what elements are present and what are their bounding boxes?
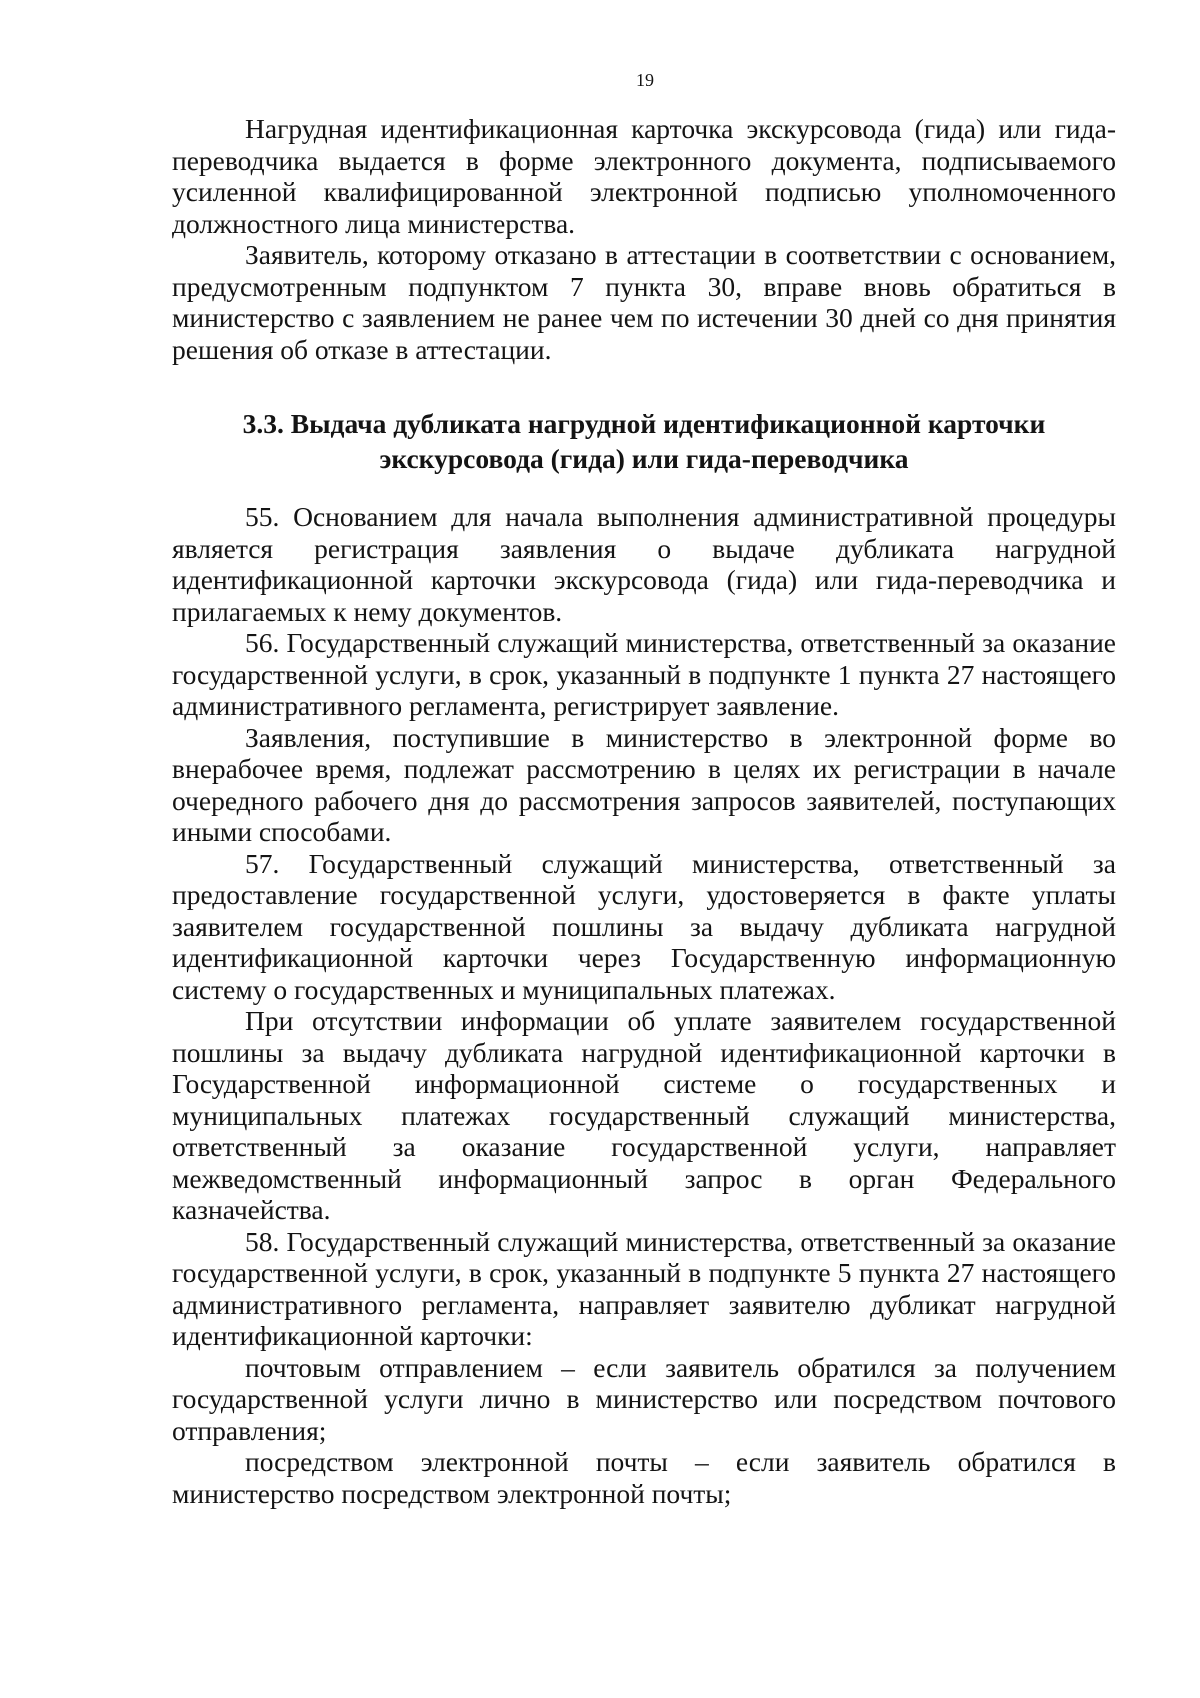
section-heading	[172, 406, 1116, 476]
section-heading-line-2: экскурсовода (гида) или гида-переводчика	[379, 443, 909, 474]
paragraph-58-email-delivery: посредством электронной почты – если заявитель обратился в министерство посредством электронной почты;	[172, 1446, 1116, 1509]
paragraph-58-postal-delivery: почтовым отправлением – если заявитель обратился за получением государственной услуги лично в министерство или посредством почтового отправления;	[172, 1351, 1116, 1446]
paragraph-56-electronic-applications: Заявления, поступившие в министерство в электронной форме во внерабочее время, подлежат рассмотрению в целях их регистрации в начале очередного рабочего дня до рассмотрения запросов заявителей, поступающих иными способами.	[172, 721, 1116, 847]
page-number: 19	[636, 70, 654, 90]
paragraph-58: 58. Государственный служащий министерства, ответственный за оказание государственной услуги, в срок, указанный в подпункте 5 пункта 27 настоящего административного регламента, направляет заявителю дубликат нагрудной идентификационной карточки:	[172, 1225, 1116, 1351]
paragraph-56: 56. Государственный служащий министерства, ответственный за оказание государственной услуги, в срок, указанный в подпункте 1 пункта 27 настоящего административного регламента, регистрирует заявление.	[172, 627, 1116, 721]
section-heading-line-1: 3.3. Выдача дубликата нагрудной идентификационной карточки	[242, 408, 1046, 439]
section-text-block	[172, 501, 1116, 1509]
intro-text-block	[172, 113, 1116, 365]
paragraph-reapplication: Заявитель, которому отказано в аттестации в соответствии с основанием, предусмотренным подпунктом 7 пункта 30, вправе вновь обратиться в министерство с заявлением не ранее чем по истечении 30 дней со дня принятия решения об отказе в аттестации.	[172, 239, 1116, 365]
paragraph-57-missing-payment-info: При отсутствии информации об уплате заявителем государственной пошлины за выдачу дубликата нагрудной идентификационной карточки в Государственной информационной системе о государственных и муниципальных платежах государственный служащий министерства, ответственный за оказание государственной услуги, направляет межведомственный информационный запрос в орган Федерального казначейства.	[172, 1005, 1116, 1225]
paragraph-57: 57. Государственный служащий министерства, ответственный за предоставление государственной услуги, удостоверяется в факте уплаты заявителем государственной пошлины за выдачу дубликата нагрудной идентификационной карточки через Государственную информационную систему о государственных и муниципальных платежах.	[172, 847, 1116, 1005]
paragraph-55: 55. Основанием для начала выполнения административной процедуры является регистрация заявления о выдаче дубликата нагрудной идентификационной карточки экскурсовода (гида) или гида-переводчика и прилагаемых к нему документов.	[172, 501, 1116, 627]
paragraph-badge-issuance: Нагрудная идентификационная карточка экскурсовода (гида) или гида-переводчика выдается в форме электронного документа, подписываемого усиленной квалифицированной электронной подписью уполномоченного должностного лица министерства.	[172, 113, 1116, 239]
